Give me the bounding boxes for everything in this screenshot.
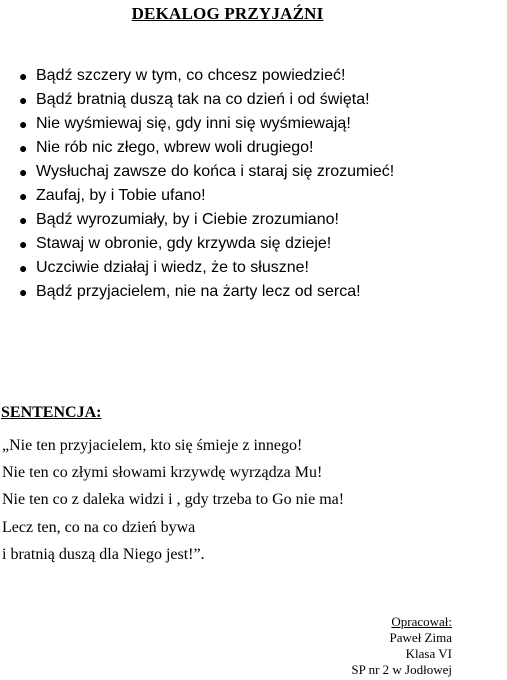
bullet-icon: ● — [19, 92, 28, 108]
document-title: DEKALOG PRZYJAŹNI — [131, 4, 324, 23]
bullet-icon: ● — [19, 164, 28, 180]
poem-line: i bratnią duszą dla Niego jest!”. — [2, 545, 205, 563]
bullet-icon: ● — [19, 284, 28, 300]
rule-text: Uczciwie działaj i wiedz, że to słuszne! — [36, 259, 309, 276]
rule-text: Bądź wyrozumiały, by i Ciebie zrozumiano! — [36, 211, 339, 228]
sentencja-heading: SENTENCJA: — [1, 404, 102, 421]
list-item — [18, 136, 394, 160]
author-label: Opracował: — [391, 614, 452, 629]
sentencja-poem — [2, 432, 344, 568]
poem-line: Nie ten co z daleka widzi i , gdy trzeba to Go nie ma! — [2, 491, 345, 509]
list-item — [18, 64, 394, 88]
bullet-icon: ● — [19, 116, 28, 132]
poem-line: Lecz ten, co na co dzień bywa — [2, 518, 196, 536]
author-block — [351, 614, 452, 678]
rule-text: Bądź przyjacielem, nie na żarty lecz od serca! — [36, 283, 361, 300]
poem-line: „Nie ten przyjacielem, kto się śmieje z innego! — [2, 437, 303, 454]
rule-text: Zaufaj, by i Tobie ufano! — [36, 187, 206, 204]
list-item — [18, 256, 394, 280]
rule-text: Nie wyśmiewaj się, gdy inni się wyśmiewają! — [36, 115, 351, 132]
bullet-icon: ● — [19, 188, 28, 204]
bullet-icon: ● — [19, 68, 28, 84]
list-item — [18, 280, 394, 304]
rules-list — [18, 64, 394, 304]
poem-line: Nie ten co złymi słowami krzywdę wyrządza Mu! — [2, 464, 323, 482]
list-item — [18, 232, 394, 256]
rule-text: Bądź szczery w tym, co chcesz powiedzieć! — [36, 67, 346, 84]
bullet-icon: ● — [19, 236, 28, 252]
author-school: SP nr 2 w Jodłowej — [351, 662, 452, 677]
bullet-icon: ● — [19, 260, 28, 276]
author-name: Paweł Zima — [389, 630, 452, 645]
list-item — [18, 112, 394, 136]
author-class: Klasa VI — [405, 646, 452, 661]
bullet-icon: ● — [19, 140, 28, 156]
list-item — [18, 160, 394, 184]
rule-text: Bądź bratnią duszą tak na co dzień i od święta! — [36, 91, 370, 108]
list-item — [18, 208, 394, 232]
list-item — [18, 88, 394, 112]
rule-text: Wysłuchaj zawsze do końca i staraj się zrozumieć! — [36, 163, 395, 180]
list-item — [18, 184, 394, 208]
rule-text: Nie rób nic złego, wbrew woli drugiego! — [36, 139, 314, 156]
bullet-icon: ● — [19, 212, 28, 228]
rule-text: Stawaj w obronie, gdy krzywda się dzieje! — [36, 235, 332, 252]
